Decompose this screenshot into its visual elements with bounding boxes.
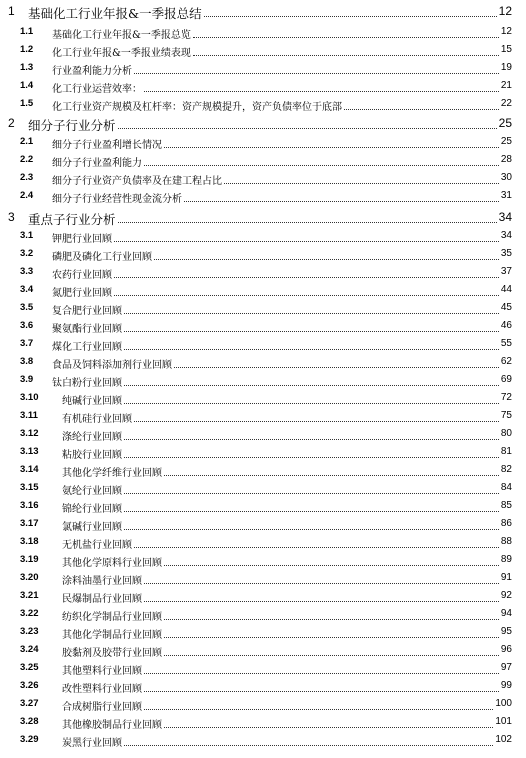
toc-entry-title: 无机盐行业回顾 xyxy=(62,540,132,551)
toc-entry-title: 其他化学原料行业回顾 xyxy=(62,558,162,569)
toc-entry-title: 锦纶行业回顾 xyxy=(62,504,122,515)
toc-entry[interactable] xyxy=(0,284,526,302)
toc-entry[interactable] xyxy=(0,80,526,98)
toc-dot-leader xyxy=(124,493,499,494)
toc-entry-title: 氯碱行业回顾 xyxy=(62,522,122,533)
toc-entry-page: 91 xyxy=(500,572,512,583)
toc-entry-page: 102 xyxy=(495,734,512,745)
toc-entry-title: 涂料油墨行业回顾 xyxy=(62,576,142,587)
toc-entry-title: 炭黑行业回顾 xyxy=(62,738,122,749)
toc-entry-page: 96 xyxy=(500,644,512,655)
toc-dot-leader xyxy=(164,655,499,656)
toc-entry[interactable] xyxy=(0,428,526,446)
toc-dot-leader xyxy=(164,565,499,566)
toc-entry-page: 46 xyxy=(500,320,512,331)
toc-entry-number: 3.21 xyxy=(20,590,39,601)
toc-entry-number: 3.3 xyxy=(20,266,34,277)
toc-entry[interactable] xyxy=(0,644,526,662)
toc-entry-number: 3.24 xyxy=(20,644,39,655)
toc-dot-leader xyxy=(124,349,499,350)
toc-entry-page: 92 xyxy=(500,590,512,601)
toc-entry[interactable] xyxy=(0,4,526,22)
toc-entry[interactable] xyxy=(0,136,526,154)
toc-entry-title: 聚氨酯行业回顾 xyxy=(52,324,122,335)
toc-entry-page: 99 xyxy=(500,680,512,691)
toc-entry[interactable] xyxy=(0,572,526,590)
toc-entry-number: 1.3 xyxy=(20,62,34,73)
toc-dot-leader xyxy=(124,313,499,314)
toc-entry-page: 34 xyxy=(500,230,512,241)
toc-entry[interactable] xyxy=(0,374,526,392)
toc-entry-title: 行业盈利能力分析 xyxy=(52,66,132,77)
toc-entry-page: 35 xyxy=(500,248,512,259)
toc-entry[interactable] xyxy=(0,536,526,554)
toc-entry[interactable] xyxy=(0,190,526,208)
toc-dot-leader xyxy=(193,55,499,56)
toc-entry-page: 88 xyxy=(500,536,512,547)
toc-dot-leader xyxy=(134,73,499,74)
toc-dot-leader xyxy=(174,367,499,368)
toc-entry-title: 复合肥行业回顾 xyxy=(52,306,122,317)
toc-entry-number: 1.1 xyxy=(20,26,34,37)
toc-entry-title: 其他塑料行业回顾 xyxy=(62,666,142,677)
toc-entry-title: 化工行业年报&一季报业绩表现 xyxy=(52,48,191,59)
toc-entry-page: 44 xyxy=(500,284,512,295)
toc-dot-leader xyxy=(114,295,499,296)
toc-entry-title: 细分子行业经营性现金流分析 xyxy=(52,194,182,205)
toc-dot-leader xyxy=(224,183,499,184)
toc-entry-number: 3.1 xyxy=(20,230,34,241)
toc-entry-title: 基础化工行业年报&一季报总结 xyxy=(28,6,202,21)
toc-entry-number: 3.14 xyxy=(20,464,39,475)
toc-dot-leader xyxy=(124,439,499,440)
toc-entry-title: 有机硅行业回顾 xyxy=(62,414,132,425)
toc-dot-leader xyxy=(124,457,499,458)
toc-entry-number: 3.17 xyxy=(20,518,39,529)
toc-entry-page: 62 xyxy=(500,356,512,367)
toc-entry-number: 3.28 xyxy=(20,716,39,727)
toc-dot-leader xyxy=(118,128,497,129)
toc-entry-title: 其他化学纤维行业回顾 xyxy=(62,468,162,479)
toc-entry-number: 2.3 xyxy=(20,172,34,183)
toc-entry[interactable] xyxy=(0,608,526,626)
toc-entry-number: 3.19 xyxy=(20,554,39,565)
toc-entry-title: 食品及饲料添加剂行业回顾 xyxy=(52,360,172,371)
toc-dot-leader xyxy=(114,241,499,242)
toc-entry-page: 37 xyxy=(500,266,512,277)
toc-entry[interactable] xyxy=(0,554,526,572)
toc-entry-title: 涤纶行业回顾 xyxy=(62,432,122,443)
toc-entry-number: 3.4 xyxy=(20,284,34,295)
toc-dot-leader xyxy=(144,691,499,692)
toc-entry-page: 86 xyxy=(500,518,512,529)
toc-dot-leader xyxy=(144,583,499,584)
toc-entry-page: 89 xyxy=(500,554,512,565)
toc-dot-leader xyxy=(164,727,493,728)
toc-dot-leader xyxy=(144,601,499,602)
toc-entry-number: 3.8 xyxy=(20,356,34,367)
toc-entry-title: 农药行业回顾 xyxy=(52,270,112,281)
toc-entry[interactable] xyxy=(0,62,526,80)
toc-dot-leader xyxy=(164,619,499,620)
toc-entry[interactable] xyxy=(0,698,526,716)
toc-entry-number: 1.2 xyxy=(20,44,34,55)
toc-entry[interactable] xyxy=(0,410,526,428)
toc-entry-page: 81 xyxy=(500,446,512,457)
toc-dot-leader xyxy=(164,475,499,476)
toc-entry[interactable] xyxy=(0,98,526,116)
toc-entry-title: 细分子行业分析 xyxy=(28,118,116,133)
toc-entry-page: 30 xyxy=(500,172,512,183)
toc-entry-page: 97 xyxy=(500,662,512,673)
toc-entry[interactable] xyxy=(0,356,526,374)
toc-entry-number: 3 xyxy=(8,210,15,224)
toc-entry-page: 22 xyxy=(500,98,512,109)
toc-entry-page: 19 xyxy=(500,62,512,73)
toc-entry-title: 化工行业资产规模及杠杆率：资产规模提升，资产负债率位于底部 xyxy=(52,102,342,113)
toc-dot-leader xyxy=(204,16,497,17)
toc-entry-number: 1.5 xyxy=(20,98,34,109)
toc-entry[interactable] xyxy=(0,230,526,248)
toc-entry-number: 3.5 xyxy=(20,302,34,313)
toc-entry-title: 煤化工行业回顾 xyxy=(52,342,122,353)
toc-entry[interactable] xyxy=(0,518,526,536)
toc-entry[interactable] xyxy=(0,446,526,464)
toc-dot-leader xyxy=(144,91,499,92)
toc-entry-page: 100 xyxy=(495,698,512,709)
toc-entry-number: 3.27 xyxy=(20,698,39,709)
toc-entry[interactable] xyxy=(0,464,526,482)
toc-entry-number: 3.9 xyxy=(20,374,34,385)
toc-entry-number: 3.22 xyxy=(20,608,39,619)
toc-entry-title: 改性塑料行业回顾 xyxy=(62,684,142,695)
toc-entry-title: 细分子行业盈利增长情况 xyxy=(52,140,162,151)
toc-entry-title: 粘胶行业回顾 xyxy=(62,450,122,461)
toc-entry-page: 15 xyxy=(500,44,512,55)
toc-entry[interactable] xyxy=(0,210,526,228)
toc-entry-title: 细分子行业资产负债率及在建工程占比 xyxy=(52,176,222,187)
toc-dot-leader xyxy=(118,222,497,223)
toc-entry-page: 45 xyxy=(500,302,512,313)
toc-entry-title: 钾肥行业回顾 xyxy=(52,234,112,245)
toc-entry-number: 1 xyxy=(8,4,15,18)
toc-dot-leader xyxy=(193,37,499,38)
toc-entry[interactable] xyxy=(0,680,526,698)
toc-entry-title: 钛白粉行业回顾 xyxy=(52,378,122,389)
toc-entry-title: 重点子行业分析 xyxy=(28,212,116,227)
toc-dot-leader xyxy=(124,385,499,386)
toc-dot-leader xyxy=(344,109,499,110)
toc-entry[interactable] xyxy=(0,172,526,190)
toc-entry-number: 2 xyxy=(8,116,15,130)
toc-entry[interactable] xyxy=(0,248,526,266)
toc-entry-title: 纯碱行业回顾 xyxy=(62,396,122,407)
toc-entry-page: 12 xyxy=(500,26,512,37)
toc-entry[interactable] xyxy=(0,482,526,500)
toc-entry-number: 3.15 xyxy=(20,482,39,493)
toc-dot-leader xyxy=(114,277,499,278)
toc-dot-leader xyxy=(124,511,499,512)
toc-entry-page: 101 xyxy=(495,716,512,727)
toc-entry-title: 合成树脂行业回顾 xyxy=(62,702,142,713)
toc-entry[interactable] xyxy=(0,154,526,172)
toc-entry-page: 69 xyxy=(500,374,512,385)
toc-entry-number: 2.1 xyxy=(20,136,34,147)
toc-dot-leader xyxy=(124,403,499,404)
toc-entry[interactable] xyxy=(0,266,526,284)
toc-entry-number: 3.11 xyxy=(20,410,38,421)
toc-entry[interactable] xyxy=(0,626,526,644)
toc-dot-leader xyxy=(154,259,499,260)
toc-entry-number: 3.7 xyxy=(20,338,34,349)
toc-entry-title: 纺织化学制品行业回顾 xyxy=(62,612,162,623)
toc-entry[interactable] xyxy=(0,500,526,518)
toc-entry[interactable] xyxy=(0,392,526,410)
toc-entry-page: 31 xyxy=(500,190,512,201)
toc-entry[interactable] xyxy=(0,590,526,608)
toc-entry-page: 94 xyxy=(500,608,512,619)
toc-entry-page: 95 xyxy=(500,626,512,637)
toc-entry-title: 磷肥及磷化工行业回顾 xyxy=(52,252,152,263)
toc-entry-page: 85 xyxy=(500,500,512,511)
toc-dot-leader xyxy=(124,745,493,746)
toc-entry-number: 3.13 xyxy=(20,446,39,457)
toc-entry[interactable] xyxy=(0,734,526,752)
toc-entry-title: 化工行业运营效率： xyxy=(52,84,142,95)
toc-entry-number: 3.16 xyxy=(20,500,39,511)
toc-entry-number: 3.29 xyxy=(20,734,39,745)
toc-entry-number: 3.12 xyxy=(20,428,39,439)
toc-entry-page: 21 xyxy=(500,80,512,91)
toc-entry-number: 2.2 xyxy=(20,154,34,165)
toc-entry-page: 55 xyxy=(500,338,512,349)
toc-entry-page: 72 xyxy=(500,392,512,403)
toc-entry-title: 氮肥行业回顾 xyxy=(52,288,112,299)
toc-entry-title: 民爆制品行业回顾 xyxy=(62,594,142,605)
toc-entry-number: 3.26 xyxy=(20,680,39,691)
toc-entry-number: 3.20 xyxy=(20,572,39,583)
toc-entry-page: 28 xyxy=(500,154,512,165)
toc-entry-page: 12 xyxy=(498,4,512,18)
toc-entry[interactable] xyxy=(0,44,526,62)
toc-entry-number: 3.6 xyxy=(20,320,34,331)
toc-dot-leader xyxy=(164,637,499,638)
toc-dot-leader xyxy=(144,673,499,674)
toc-entry-page: 75 xyxy=(500,410,512,421)
toc-entry[interactable] xyxy=(0,338,526,356)
toc-entry[interactable] xyxy=(0,26,526,44)
toc-dot-leader xyxy=(144,709,493,710)
toc-entry-number: 2.4 xyxy=(20,190,34,201)
toc-entry[interactable] xyxy=(0,320,526,338)
toc-dot-leader xyxy=(164,147,499,148)
toc-entry-page: 82 xyxy=(500,464,512,475)
toc-entry-title: 细分子行业盈利能力 xyxy=(52,158,142,169)
toc-entry-number: 3.18 xyxy=(20,536,39,547)
toc-dot-leader xyxy=(124,331,499,332)
toc-entry-page: 25 xyxy=(500,136,512,147)
toc-entry[interactable] xyxy=(0,716,526,734)
toc-entry-number: 3.10 xyxy=(20,392,39,403)
toc-entry-number: 3.2 xyxy=(20,248,34,259)
toc-entry[interactable] xyxy=(0,302,526,320)
toc-entry-number: 1.4 xyxy=(20,80,34,91)
toc-dot-leader xyxy=(134,547,499,548)
toc-entry-number: 3.23 xyxy=(20,626,39,637)
toc-entry-title: 其他化学制品行业回顾 xyxy=(62,630,162,641)
toc-dot-leader xyxy=(124,529,499,530)
toc-entry-title: 其他橡胶制品行业回顾 xyxy=(62,720,162,731)
toc-entry-page: 25 xyxy=(498,116,512,130)
toc-entry[interactable] xyxy=(0,662,526,680)
toc-entry-page: 84 xyxy=(500,482,512,493)
toc-entry-title: 胶黏剂及胶带行业回顾 xyxy=(62,648,162,659)
toc-entry-page: 80 xyxy=(500,428,512,439)
toc-dot-leader xyxy=(144,165,499,166)
toc-dot-leader xyxy=(184,201,499,202)
toc-entry-title: 基础化工行业年报&一季报总览 xyxy=(52,30,191,41)
toc-entry[interactable] xyxy=(0,116,526,134)
toc-entry-number: 3.25 xyxy=(20,662,39,673)
toc-dot-leader xyxy=(134,421,499,422)
toc-entry-page: 34 xyxy=(498,210,512,224)
toc-entry-title: 氨纶行业回顾 xyxy=(62,486,122,497)
